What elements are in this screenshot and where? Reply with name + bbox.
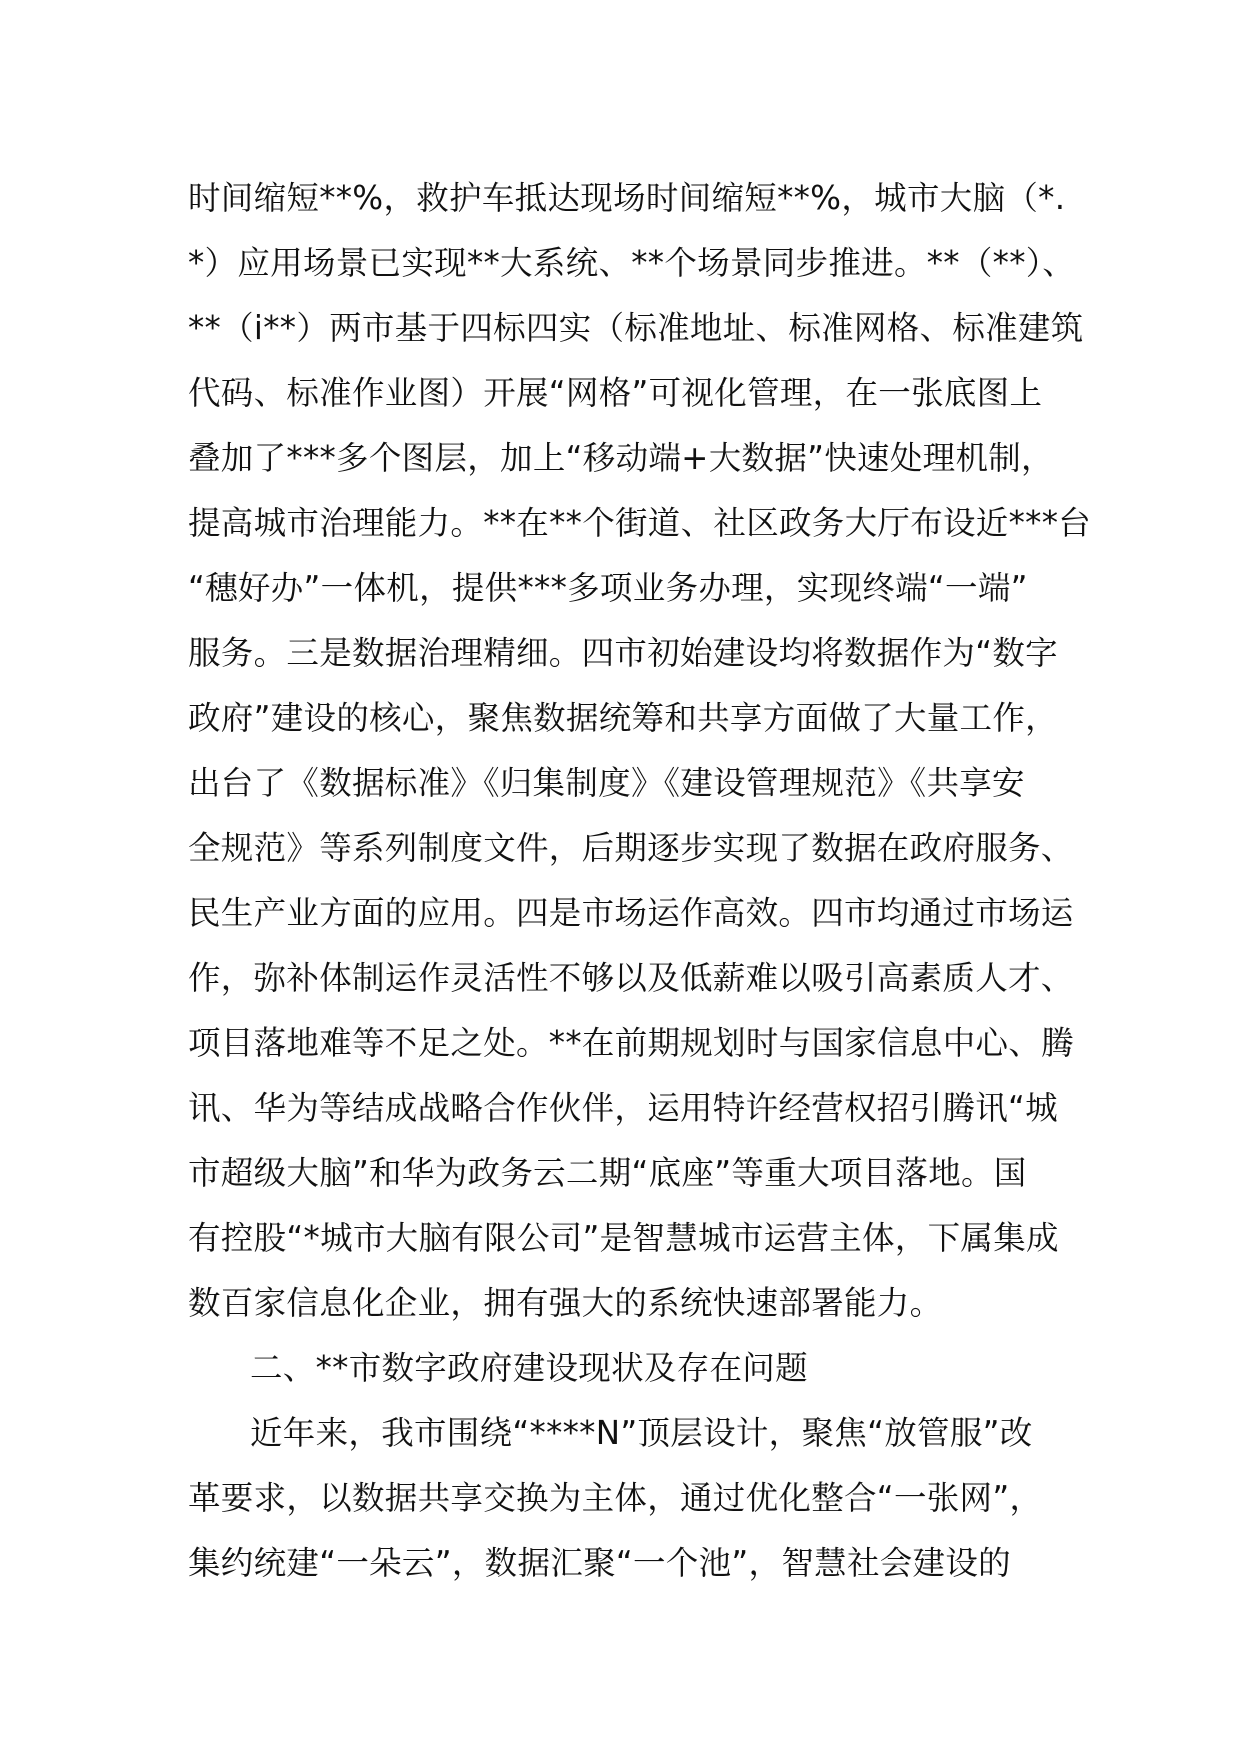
text-line: 政府”建设的核心，聚焦数据统筹和共享方面做了大量工作， — [188, 699, 1058, 737]
text-line: 提高城市治理能力。**在**个街道、社区政务大厅布设近***台 — [188, 504, 1092, 542]
text-line: **（i**）两市基于四标四实（标准地址、标准网格、标准建筑 — [188, 309, 1084, 347]
text-line: 近年来，我市围绕“****N”顶层设计，聚焦“放管服”改 — [250, 1414, 1033, 1452]
text-line: 全规范》等系列制度文件，后期逐步实现了数据在政府服务、 — [188, 829, 1074, 867]
text-line: 时间缩短**%，救护车抵达现场时间缩短**%，城市大脑（*. — [188, 179, 1066, 217]
text-line: 作，弥补体制运作灵活性不够以及低薪难以吸引高素质人才、 — [188, 959, 1074, 997]
text-line: 出台了《数据标准》《归集制度》《建设管理规范》《共享安 — [188, 764, 1025, 802]
text-line: 民生产业方面的应用。四是市场运作高效。四市均通过市场运 — [188, 894, 1074, 932]
text-line: 项目落地难等不足之处。**在前期规划时与国家信息中心、腾 — [188, 1024, 1074, 1062]
text-line: 讯、华为等结成战略合作伙伴，运用特许经营权招引腾讯“城 — [188, 1089, 1058, 1127]
text-line: 市超级大脑”和华为政务云二期“底座”等重大项目落地。国 — [188, 1154, 1027, 1192]
text-line: 叠加了***多个图层，加上“移动端+大数据”快速处理机制， — [188, 439, 1054, 477]
text-line: 数百家信息化企业，拥有强大的系统快速部署能力。 — [188, 1284, 943, 1322]
text-line: 服务。三是数据治理精细。四市初始建设均将数据作为“数字 — [188, 634, 1058, 672]
text-line: 集约统建“一朵云”，数据汇聚“一个池”，智慧社会建设的 — [188, 1544, 1011, 1582]
section-heading: 二、**市数字政府建设现状及存在问题 — [250, 1349, 808, 1387]
text-line: *）应用场景已实现**大系统、**个场景同步推进。**（**）、 — [188, 244, 1076, 282]
text-line: “穗好办”一体机，提供***多项业务办理，实现终端“一端” — [188, 569, 1028, 607]
text-line: 革要求，以数据共享交换为主体，通过优化整合“一张网”， — [188, 1479, 1043, 1517]
text-line: 代码、标准作业图）开展“网格”可视化管理，在一张底图上 — [188, 374, 1043, 412]
body-text — [188, 166, 1092, 1596]
text-line: 有控股“*城市大脑有限公司”是智慧城市运营主体，下属集成 — [188, 1219, 1059, 1257]
